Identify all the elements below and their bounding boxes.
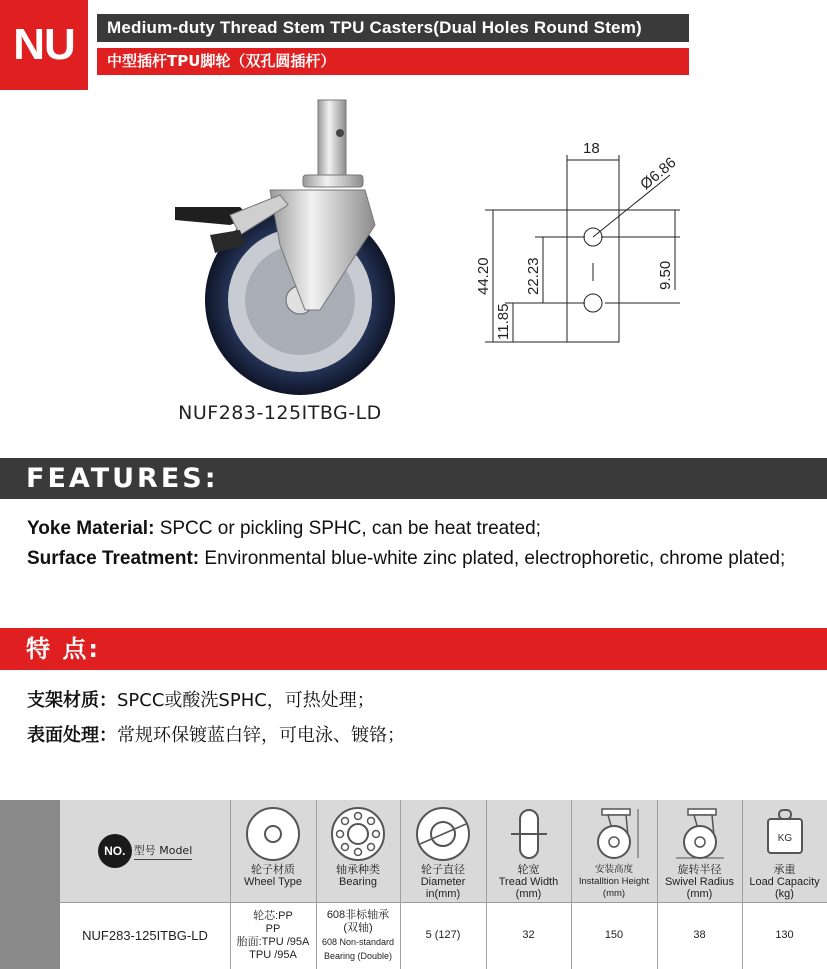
product-title-cn: 中型插杆TPU脚轮（双孔圆插杆） [97, 48, 689, 75]
column-header-bearing: 轴承种类 Bearing [316, 800, 400, 902]
column-header-swivel-radius: 旋转半径 Swivel Radius (mm) [657, 800, 742, 902]
feature-item-cn [27, 721, 405, 747]
dim-width-label: 18 [583, 140, 600, 157]
stem-dimension-drawing [455, 125, 705, 375]
cell-diameter: 5 (127) [425, 929, 461, 941]
diameter-icon [412, 806, 474, 862]
installation-height-icon [584, 806, 644, 862]
swivel-radius-icon [670, 806, 730, 862]
dim-bottom-label: 11.85 [495, 303, 512, 340]
feature-text-cn: 常规环保镀蓝白锌，可电泳、镀铬； [117, 725, 405, 746]
no-badge: NO. [98, 834, 132, 868]
spec-table [0, 800, 827, 969]
column-header-load-capacity: KG 承重 Load Capacity (kg) [742, 800, 827, 902]
tread-width-icon [509, 806, 549, 862]
column-header-wheel-type: 轮子材质 Wheel Type [230, 800, 316, 902]
feature-item [27, 548, 785, 570]
feature-item-cn [27, 686, 375, 712]
feature-text: Environmental blue-white zinc plated, electrophoretic, chrome plated; [199, 548, 786, 569]
dim-height-label: 44.20 [475, 257, 492, 295]
product-model-caption: NUF283-125ITBG-LD [178, 402, 382, 424]
product-title-en: Medium-duty Thread Stem TPU Casters(Dual Holes Round Stem) [97, 14, 689, 42]
wheel-icon [242, 806, 304, 862]
feature-item [27, 518, 541, 540]
weight-icon [762, 806, 808, 862]
brand-badge: NU [0, 0, 88, 90]
model-column-header [60, 800, 230, 902]
feature-text-cn: SPCC或酸洗SPHC，可热处理； [117, 690, 375, 711]
caster-product-image [170, 95, 400, 395]
feature-label: Surface Treatment: [27, 548, 200, 569]
cell-bearing: 608非标轴承 (双轴) 608 Non-standard Bearing (Double) [321, 908, 395, 961]
dim-hole-label: Ø6.86 [637, 154, 680, 194]
cell-load-capacity: 130 [775, 929, 794, 941]
column-header-installation-height: 安装高度 Installtion Height (mm) [571, 800, 657, 902]
feature-label-cn: 表面处理： [27, 725, 117, 746]
dim-spacing-label: 22.23 [525, 257, 542, 295]
cell-swivel-radius: 38 [693, 929, 706, 941]
features-heading: FEATURES: [0, 458, 827, 499]
column-header-diameter: 轮子直径 Diameter in(mm) [400, 800, 486, 902]
model-header-label: 型号 Model [134, 842, 193, 860]
bearing-icon [327, 806, 389, 862]
feature-label: Yoke Material: [27, 518, 155, 539]
cell-installation-height: 150 [604, 929, 624, 941]
column-header-tread-width: 轮宽 Tread Width (mm) [486, 800, 571, 902]
svg-text:KG: KG [777, 833, 792, 844]
cell-model: NUF283-125ITBG-LD [82, 928, 208, 943]
feature-label-cn: 支架材质： [27, 690, 117, 711]
features-heading-cn: 特 点: [0, 628, 827, 670]
feature-text: SPCC or pickling SPHC, can be heat treated; [154, 518, 541, 539]
dim-top-label: 9.50 [657, 260, 674, 290]
cell-wheel-type: 轮芯:PP PP 胎面:TPU /95A TPU /95A [236, 909, 310, 961]
spec-table-sidebar [0, 800, 60, 969]
cell-tread-width: 32 [522, 929, 535, 941]
